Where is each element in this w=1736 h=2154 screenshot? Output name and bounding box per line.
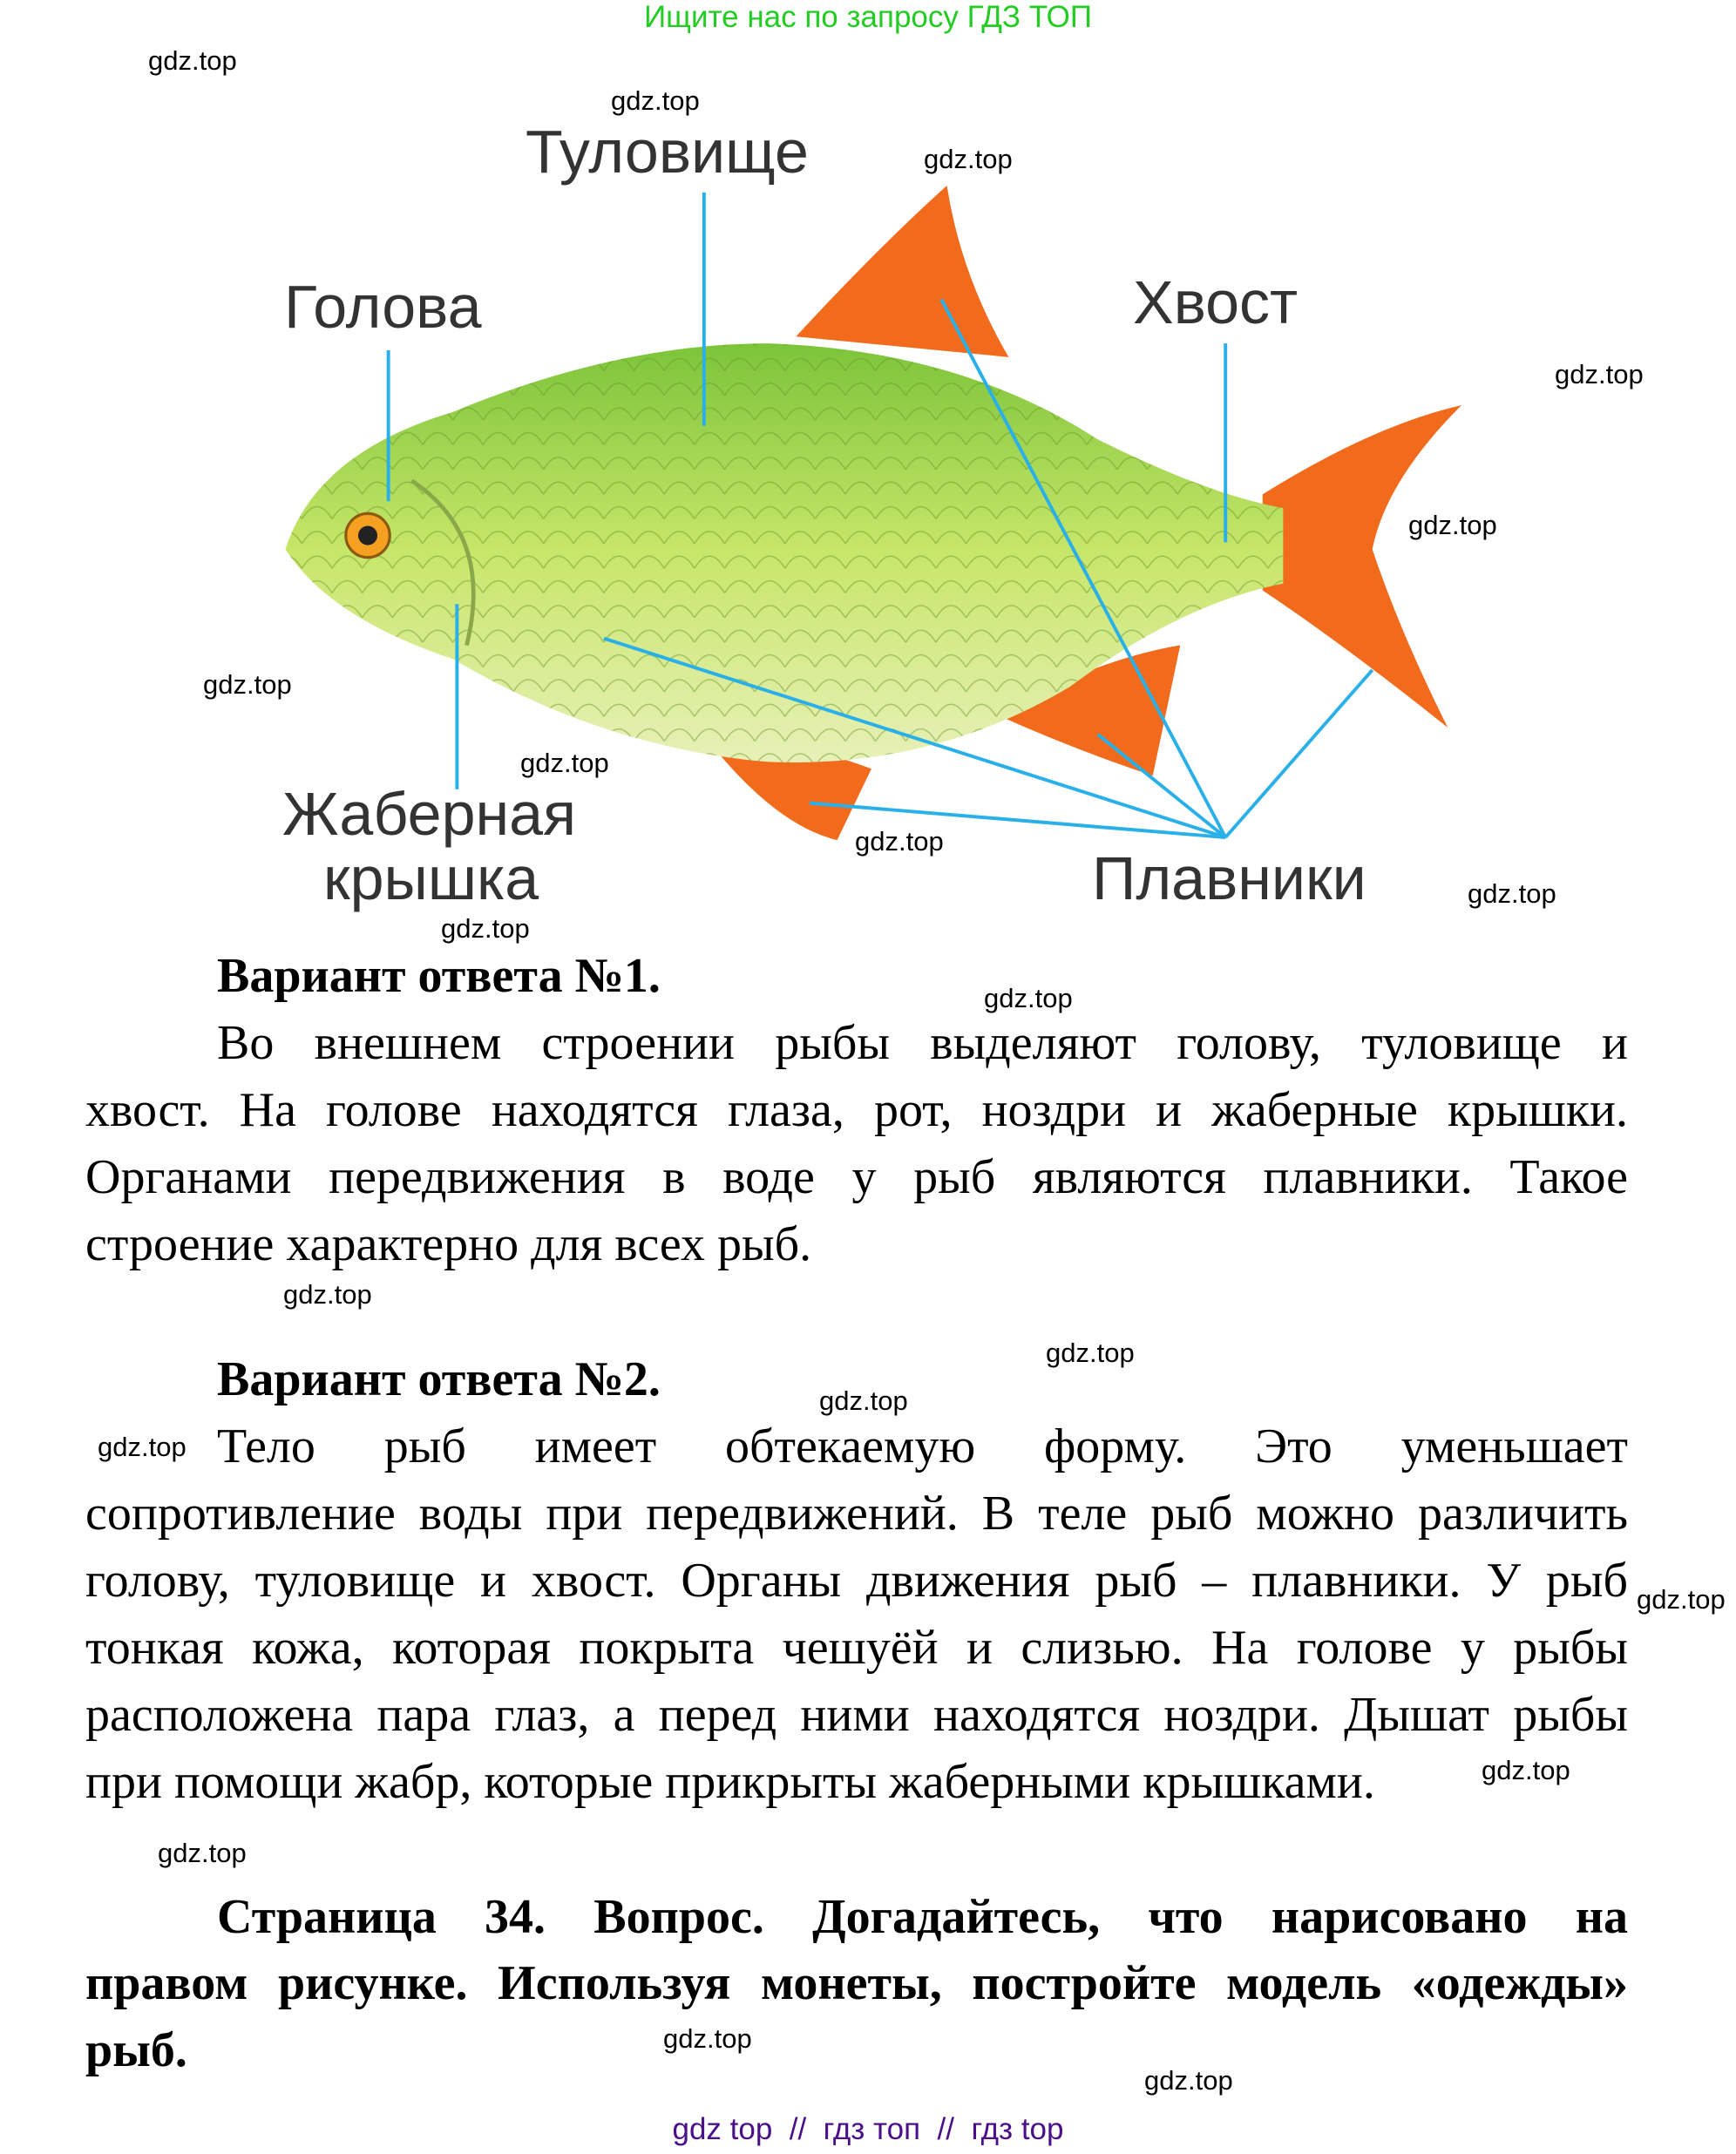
watermark: gdz.top [1144,2065,1233,2096]
fish-pupil [358,526,377,545]
watermark: gdz.top [984,983,1073,1013]
watermark: gdz.top [1555,359,1644,389]
watermark: gdz.top [158,1838,247,1868]
watermark: gdz.top [1046,1338,1135,1368]
watermark: gdz.top [98,1432,186,1462]
footer-links[interactable]: gdz top // гдз топ // гдз top [672,2112,1064,2146]
watermark: gdz.top [441,913,530,944]
watermark: gdz.top [924,144,1013,174]
watermark: gdz.top [855,826,944,857]
watermark: gdz.top [148,45,237,76]
watermark: gdz.top [611,85,700,116]
dorsal-fin [796,186,1008,357]
question-line: рыб. [85,2023,187,2077]
watermark: gdz.top [1482,1755,1570,1785]
watermark: gdz.top [1637,1584,1726,1615]
question-line: правом рисунке. Используя монеты, постройте модель «одежды» [85,1956,1628,2010]
watermark: gdz.top [819,1385,908,1416]
fish-illustration [0,0,1736,958]
label-tail: Хвост [1133,268,1299,336]
variant2-line: при помощи жабр, которые прикрыты жаберными крышками. [85,1755,1375,1809]
variant1-line: Во внешнем строении рыбы выделяют голову, туловище и [217,1016,1628,1070]
question-line: Страница 34. Вопрос. Догадайтесь, что нарисовано на [217,1890,1628,1944]
label-fins: Плавники [1092,844,1366,912]
variant1-line: строение характерно для всех рыб. [85,1217,812,1271]
variant2-line: сопротивление воды при передвижений. В теле рыб можно различить [85,1487,1628,1541]
search-banner[interactable]: Ищите нас по запросу ГДЗ ТОП [644,0,1092,34]
variant1-line: Органами передвижения в воде у рыб являются плавники. Такое [85,1150,1628,1204]
watermark: gdz.top [1408,510,1497,540]
variant2-line: Тело рыб имеет обтекаемую форму. Это уменьшает [217,1419,1628,1473]
label-gill-cover-1: Жаберная [282,780,577,848]
label-head: Голова [284,273,482,341]
watermark: gdz.top [520,748,609,778]
variant2-line: расположена пара глаз, а перед ними находятся ноздри. Дышат рыбы [85,1688,1628,1742]
watermark: gdz.top [283,1279,372,1310]
variant2-line: тонкая кожа, которая покрыта чешуёй и слизью. На голове у рыбы [85,1621,1628,1675]
watermark: gdz.top [663,2023,752,2054]
label-body: Туловище [526,118,809,186]
variant2-line: голову, туловище и хвост. Органы движения рыб – плавники. У рыб [85,1554,1628,1608]
variant2-title: Вариант ответа №2. [217,1352,661,1406]
variant1-line: хвост. На голове находятся глаза, рот, ноздри и жаберные крышки. [85,1083,1628,1137]
label-gill-cover-2: крышка [323,844,539,912]
watermark: gdz.top [1468,878,1556,909]
watermark: gdz.top [203,669,292,700]
variant1-title: Вариант ответа №1. [217,949,661,1003]
